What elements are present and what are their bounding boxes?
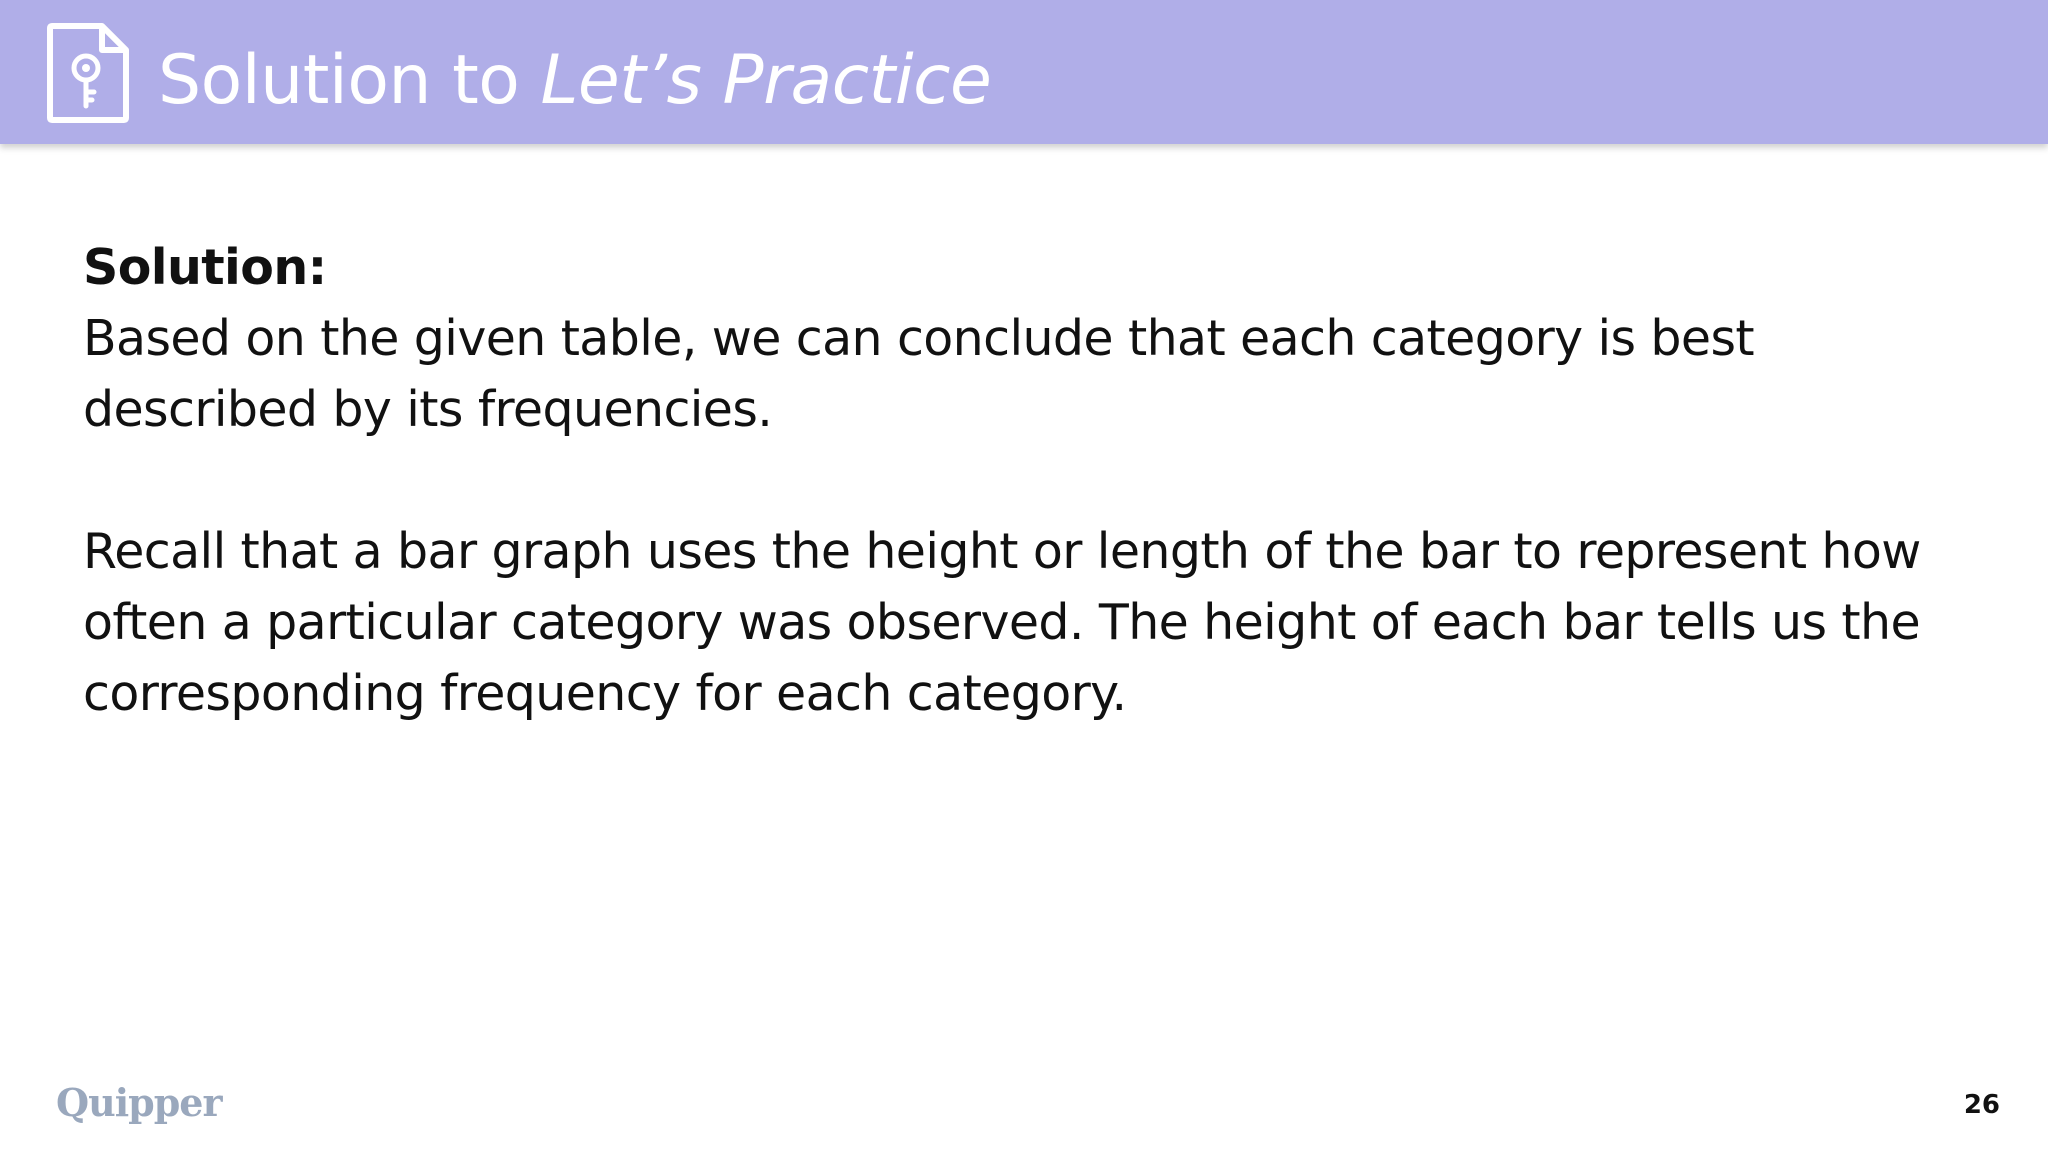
title-emphasis: Let’s Practice [540, 41, 992, 120]
page-number: 26 [1963, 1090, 2000, 1120]
paragraph-1: Based on the given table, we can conclude that each category is best described by its frequencies. [83, 310, 1755, 438]
slide-header [0, 0, 2048, 144]
solution-label: Solution: [83, 239, 327, 296]
title-prefix: Solution to [158, 41, 541, 120]
paragraph-2: Recall that a bar graph uses the height or length of the bar to represent how often a particular category was observed. The height of each bar tells us the corresponding frequency for each category. [83, 523, 1921, 722]
page-title [158, 36, 991, 126]
solution-content [83, 232, 1963, 729]
quipper-logo: Quipper [56, 1080, 222, 1125]
document-key-icon [46, 22, 130, 124]
